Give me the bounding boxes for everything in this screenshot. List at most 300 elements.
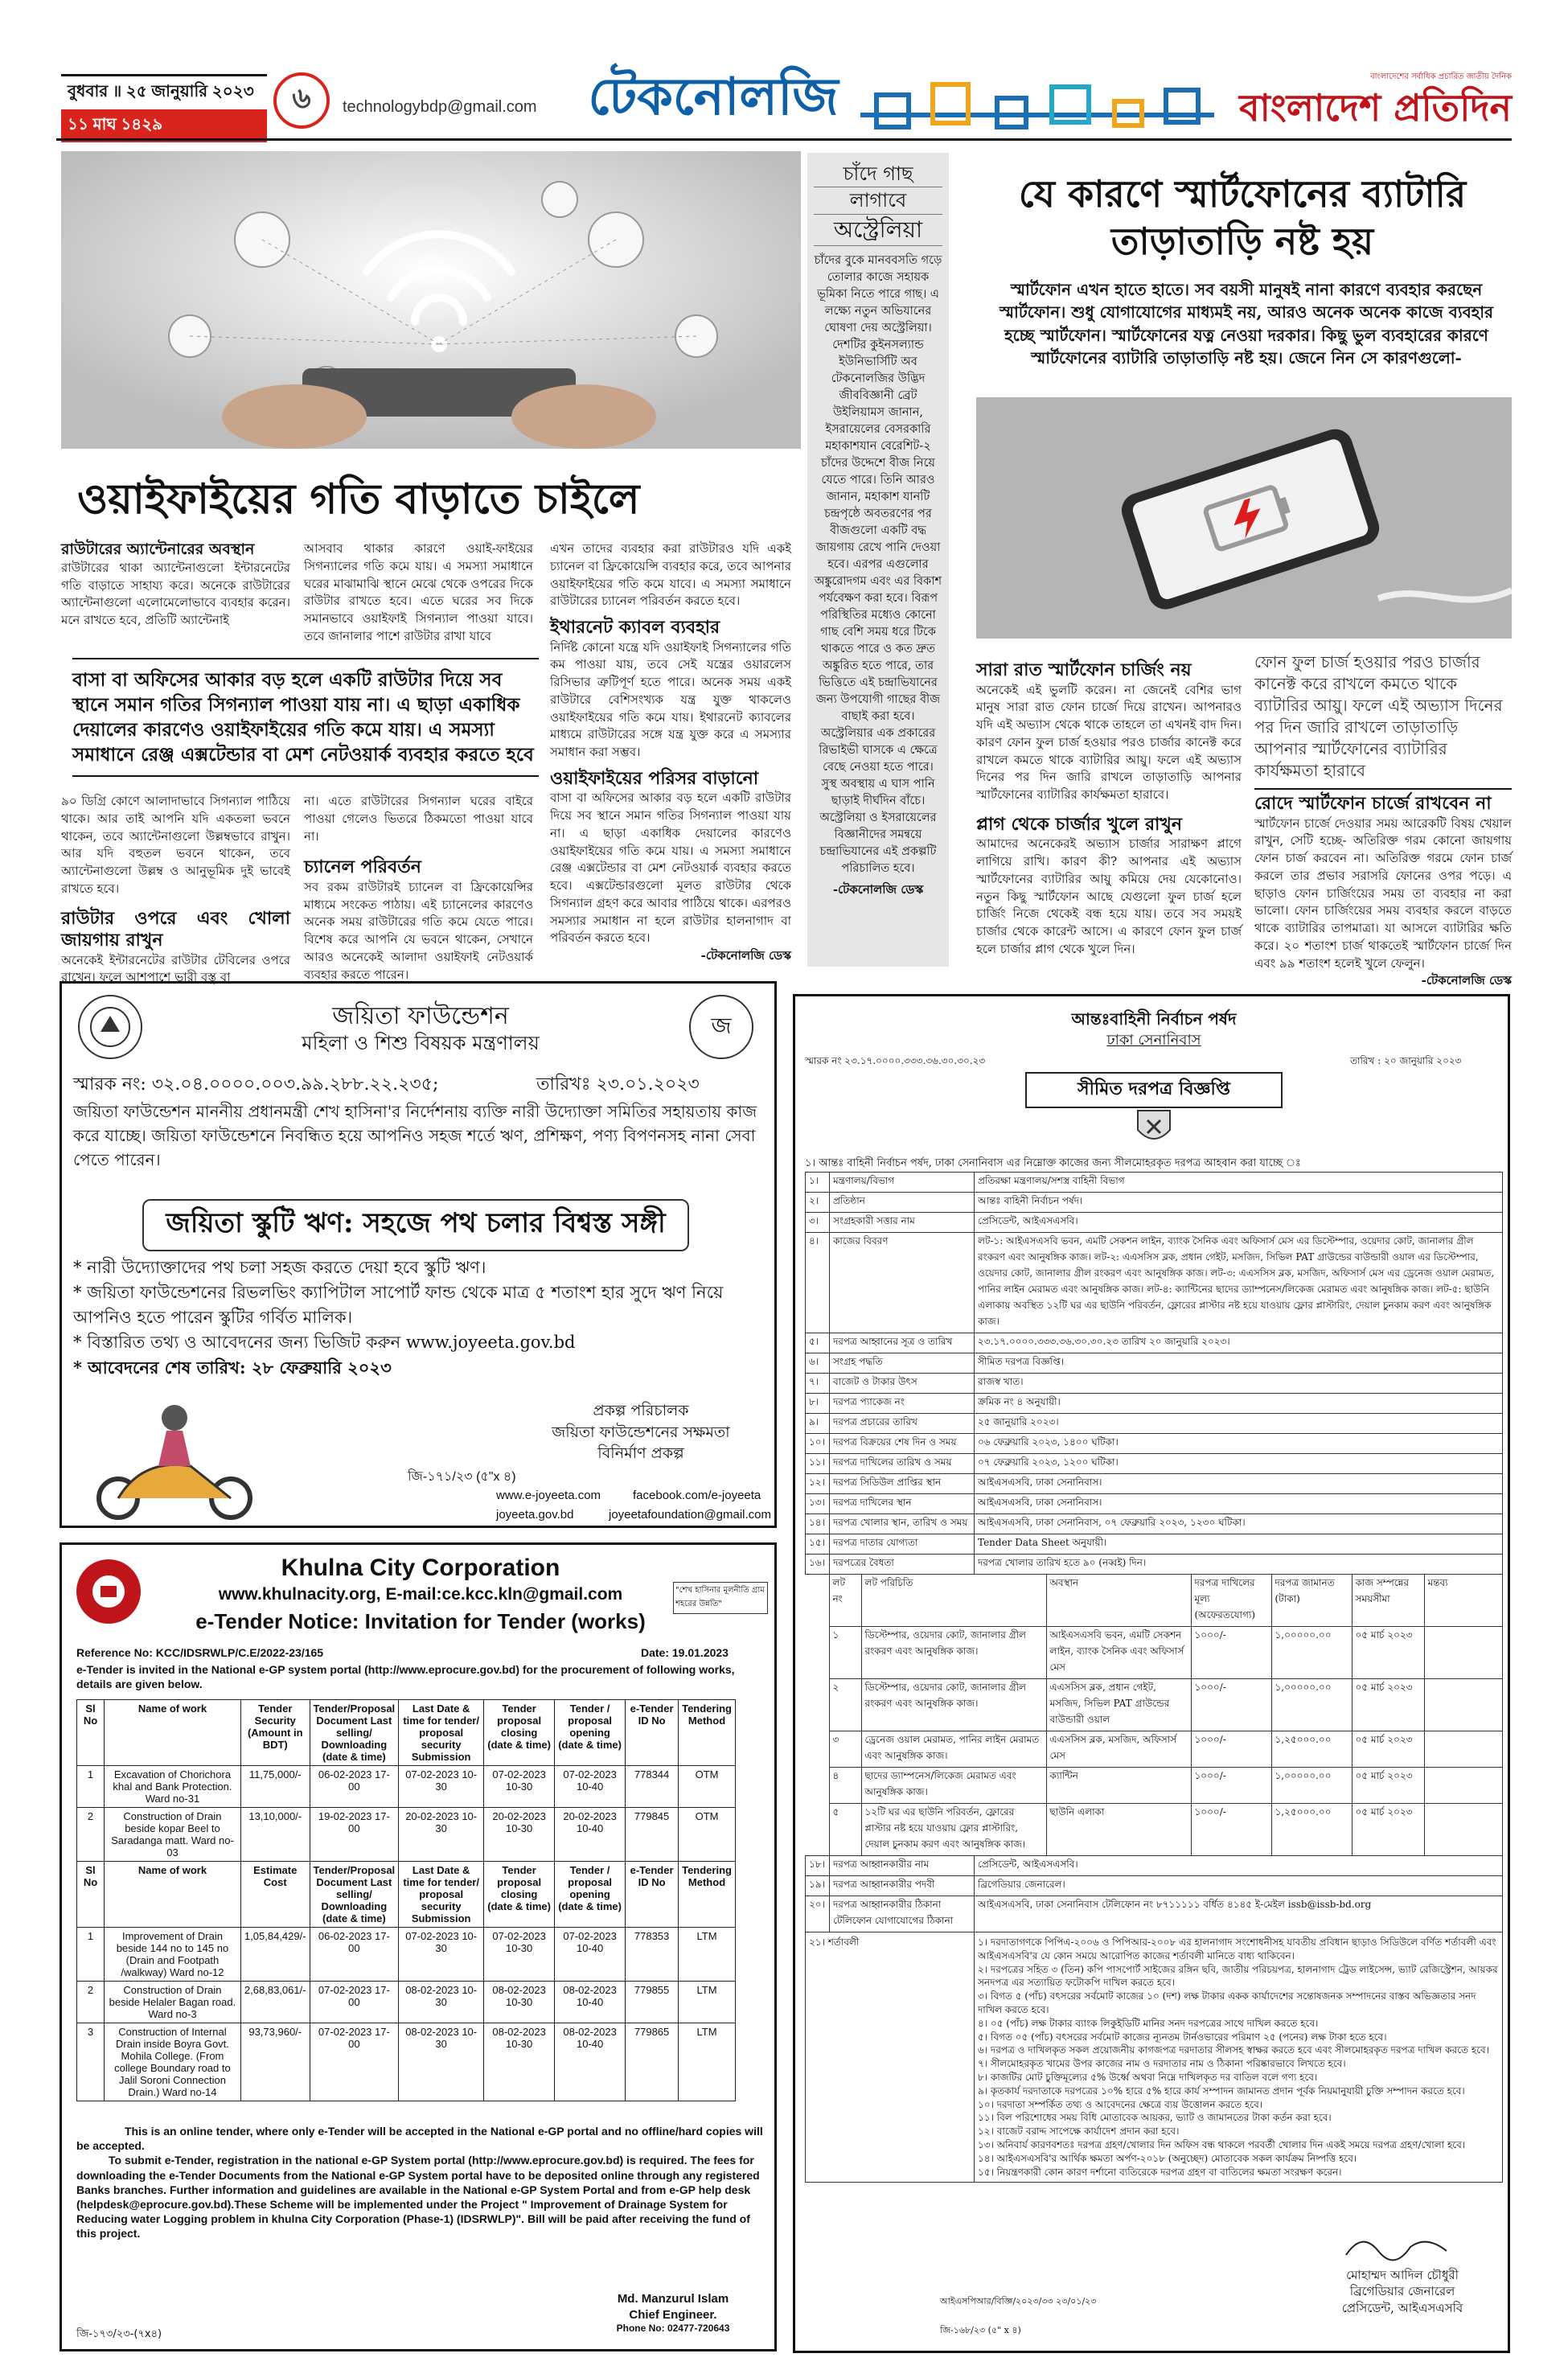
joyeeta-slogan: জয়িতা স্কুটি ঋণ: সহজে পথ চলার বিশ্বস্ত সঙ্গী [142,1199,689,1251]
table-cell: দরপত্র প্যাকেজ নং [830,1394,975,1414]
wifi-col2-text: আসবাব থাকার কারণে ওয়াই-ফাইয়ের সিগন্যালের গতি কমে যায়। এ সমস্যা সমাধানে ঘরের মাঝামাঝি স্থানে মেঝে থেকে ওপরের দিকে রাউটার রাখতে হবে। এতে ঘরের সব দিকে সমানভাবে ওয়াইফাই সিগন্যাল পাওয়া যাবে। তবে জানালার পাশে রাউটার রাখা যাবে [304,541,533,643]
issb-term-item: ৯। কৃতকার্য দরদাতাকে দরপত্রের ১০% হারে ৫% হারে কার্য সম্পাদন জামানত প্রদান পূর্বক নিয়মানুযায়ী চুক্তি সম্পাদন করতে হবে। [978,2084,1465,2097]
table-cell: LTM [679,2023,736,2101]
table-row [806,1374,1503,1394]
table-cell: ০৫ মার্চ ২০২৩ [1352,1768,1424,1804]
joyeeta-ad [60,981,777,1528]
table-row [806,1454,1503,1474]
wifi-col1b-text: ৯০ ডিগ্রি কোণে আলাদাভাবে সিগন্যাল পাঠিয়ে থাকে। আর তাই আপনি যদি একতলা ভবনে থাকেন, তবে অ্যান্টেনাগুলো উল্লম্বভাবে রাখুন। আর যদি বহুতল ভবনে থাকেন, তবে অ্যান্টেনাগুলো উল্লম্ব ও আনুভূমিক দুই ভাবেই রাখতে হবে। [61,794,290,896]
joyeeta-web-link[interactable]: www.e-joyeeta.com [496,1489,601,1502]
moon-body: চাঁদের বুকে মানববসতি গড়ে তোলার কাজে সহায়ক ভূমিকা নিতে পারে গাছ। এ লক্ষ্যে নতুন অভিযানের ঘোষণা দেয় অস্ট্রেলিয়া। দেশটির কুইনসল্যান্ড ইউনিভার্সিটি অব টেকনোলজির উদ্ভিদ জীববিজ্ঞানী ব্রেট উইলিয়ামস জানান, ইসরায়েলের বেসরকারি মহাকাশযান বেরেশিট-২ চাঁদের উদ্দেশে বীজ নিয়ে যেতে পারে। তিনি আরও জানান, মহাকাশ যানটি চন্দ্রপৃষ্ঠে অবতরণের পর বীজগুলো একটি বদ্ধ জায়গায় রেখে পানি দেওয়া হবে। এরপর এগুলোর অঙ্কুরোদগম এবং এর বিকাশ পর্যবেক্ষণ করা হবে। বিরূপ পরিস্থিতির মধ্যেও কোনো গাছ বেশি সময় ধরে টিকে থাকতে পারে ও কত দ্রুত অঙ্কুরিত হতে পারে, তার ভিত্তিতে এই চন্দ্রাভিযানের জন্য উপযোগী গাছের বীজ বাছাই করা হবে। অস্ট্রেলিয়ার এক প্রকারের রিভাইভী ঘাসকে এ ক্ষেত্রে বেছে নেওয়া হতে পারে। সুস্থ অবস্থায় এ ঘাস পানি ছাড়াই দীর্ঘদিন বাঁচে। অস্ট্রেলিয়া ও ইসরায়েলের বিজ্ঞানীদের সমন্বয়ে চন্দ্রাভিযানের এই প্রকল্পটি পরিচালিত হবে। [814,253,942,876]
kcc-col-header: Sl No [77,1700,105,1766]
table-cell: Tender Data Sheet অনুযায়ী। [975,1534,1503,1555]
table-cell: ছাউনি এলাকা [1046,1804,1191,1856]
table-row [806,1173,1503,1193]
issb-term-item: ১০। দরদাতা সম্পর্কিত তথ্য ও আবেদনের ক্ষেত্রে ব্যয় উত্তোলন করতে হবে। [978,2098,1263,2110]
table-cell: 93,73,960/- [240,2023,310,2101]
issb-designation: প্রেসিডেন্ট, আইএসএসবি [1341,2300,1463,2315]
table-cell: প্রতিষ্ঠান [830,1193,975,1213]
issb-date: তারিখ : ২০ জানুয়ারি ২০২৩ [1350,1055,1462,1066]
table-cell: Construction of Drain beside kopar Beel to Saradanga matt. Ward no-03 [104,1808,240,1862]
issb-place: ঢাকা সেনানিবাস [1106,1032,1201,1049]
table-cell: আন্তঃ বাহিনী নির্বাচন পর্ষদ। [975,1193,1503,1213]
kcc-col-header: Tender proposal closing (date & time) [484,1862,555,1928]
table-cell: রাজস্ব খাত। [975,1374,1503,1394]
date-line-weekday: বুধবার ॥ ২৫ জানুয়ারি ২০২৩ [61,74,267,109]
battery-text3: স্মার্টফোন চার্জে দেওয়ার সময় আরেকটি বিষয় খেয়াল রাখুন, সেটি হচ্ছে- অতিরিক্ত গরম কোনো জায়গায় ফোন চার্জ করবেন না। অতিরিক্ত গরমে ফোন চার্জ করলে তার প্রভাব সরাসরি ফোনের ওপর পড়ে। এ ছাড়াও ফোন চার্জিংয়ের সময় তা ব্যবহার না করা ভালো। ফোন চার্জিংয়ের সময় ব্যবহার করলে বাড়তে থাকে ব্যাটারির তাপমাত্রা। যা আসলে ব্যাটারির ক্ষতি করে। ২০ শতাংশ চার্জ থাকতেই স্মার্টফোন চার্জে দিন এবং ৯৯ শতাংশ হলেই খুলে ফেলুন। [1254,815,1512,971]
table-cell: ৪। [806,1233,830,1333]
table-cell: ক্রমিক নং ৪ অনুযায়ী। [975,1394,1503,1414]
table-cell: ০৬ ফেব্রুয়ারি ২০২৩, ১৪০০ ঘটিকা। [975,1434,1503,1454]
table-cell: 07-02-2023 10-30 [484,1928,555,1982]
issb-term-item: ৩। বিগত ৫ (পাঁচ) বৎসরের সর্বমোট কাজের ১০ (দশ) লক্ষ টাকার একক কার্যাদেশের সন্তোষজনক সম্পাদনের বাস্তব অভিজ্ঞতার সনদ দাখিল করতে হবে। [978,1990,1476,2015]
table-row [806,1233,1503,1333]
table-cell: 778344 [626,1766,679,1808]
table-cell: ১৬। [806,1555,830,1575]
lot-col-header: মন্তব্য [1424,1575,1503,1627]
battery-headline [973,170,1512,265]
table-cell: 07-02-2023 17-00 [310,1982,399,2023]
issb-term-item: ৪। ০৫ (পাঁচ) লক্ষ টাকার ব্যাংক লিকুইডিটি মানির সনদ দরপত্রের সাথে দাখিল করতে হবে। [978,2017,1319,2029]
table-row [805,1627,1503,1679]
table-cell [1424,1627,1503,1679]
table-row [806,1534,1503,1555]
table-cell: কাজের বিবরণ [830,1233,975,1333]
paper-logo: বাংলাদেশ প্রতিদিন [1238,86,1512,129]
joyeeta-code: জি-১৭১/২৩ (৫"x ৪) [408,1470,516,1484]
joyeeta-bullet: * নারী উদ্যোক্তাদের পথ চলা সহজ করতে দেয়া হবে স্কুটি ঋণ। [73,1258,486,1277]
table-row [806,1555,1503,1575]
table-cell [1424,1731,1503,1768]
table-row [806,1414,1503,1434]
table-cell: সংগ্রহকারী সত্তার নাম [830,1213,975,1233]
table-cell: 08-02-2023 10-30 [484,2023,555,2101]
section-email[interactable]: technologybdp@gmail.com [343,98,537,116]
kcc-col-header: Sl No [77,1862,105,1928]
kcc-slogan: "শেখ হাসিনার মূলনীতি গ্রাম শহরের উন্নতি" [673,1582,768,1614]
table-cell: সংগ্রহ পদ্ধতি [830,1353,975,1374]
battery-pull-quote: ফোন ফুল চার্জ হওয়ার পরও চার্জার কানেক্ট করে রাখলে কমতে থাকে ব্যাটারির আয়ু। ফলে এই অভ্যাস দিনের পর দিন জারি রাখলে তাড়াতাড়ি আপনার স্মার্টফোনের ব্যাটারির কার্যক্ষমতা হারাবে [1254,651,1512,790]
table-cell: প্রেসিডেন্ট, আইএসএসবি। [975,1213,1503,1233]
paper-tagline: বাংলাদেশের সর্বাধিক প্রচারিত জাতীয় দৈনিক [1370,72,1512,81]
table-cell: ১,০০০০০.০০ [1271,1768,1352,1804]
table-cell: ব্রিগেডিয়ার জেনারেল। [975,1876,1503,1896]
table-cell: 11,75,000/- [240,1766,310,1808]
table-cell: 20-02-2023 10-30 [399,1808,484,1862]
table-cell: ক্যান্টিন [1046,1768,1191,1804]
kcc-note2: To submit e-Tender, registration in the national e-GP System portal (http://www.eprocure.gov.bd) is required. The fees for downloading the e-Tender Documents from the National e-GP System portal have to be deposited online through any registered Banks branches. Further information and guidelines are available in the National e-GP System Portal and from e-GP help desk (helpdesk@eprocure.gov.bd).These Scheme will be implemented under the Project " Improvement of Drainage System for Reducing water Logging problem in khulna City Corporation (Phase-1) (IDSRWLP)". Bill will be paid after receiving the fund of this project. [76,2154,760,2241]
table-cell: ০৫ মার্চ ২০২৩ [1352,1804,1424,1856]
issb-lot-header-row [805,1575,1503,1627]
table-cell: ১০০০/- [1191,1731,1271,1768]
wifi-icon [61,151,801,449]
kcc-col-header: e-Tender ID No [626,1862,679,1928]
table-cell: ২৩.১৭.০০০০.৩৩৩.৩৬.৩০.৩০.২৩ তারিখ ২০ জানুয়ারি ২০২৩। [975,1333,1503,1353]
table-cell: Construction of Drain beside Helaler Bagan road. Ward no-3 [104,1982,240,2023]
issb-bottom-code1: আইএসপিআর/বিজ্ঞি/২০২৩/৩৩ ২৩/০১/২৩ [940,2296,1097,2306]
phone-illustration [976,397,1512,639]
kcc-col-header: Tender/Proposal Document Last selling/ Downloading (date & time) [310,1862,399,1928]
issb-intro: ১। আন্তঃ বাহিনী নির্বাচন পর্ষদ, ঢাকা সেনানিবাস এর নিম্নোক্ত কাজের জন্য সীলমোহরকৃত দরপত্র আহবান করা যাচ্ছে ঃ [805,1157,1301,1169]
issb-tender-ad [793,994,1510,2353]
table-cell: 07-02-2023 10-40 [555,1766,626,1808]
wifi-col2b [304,793,533,984]
kcc-header-row [77,1700,736,1766]
table-cell: 1,05,84,429/- [240,1928,310,1982]
table-cell: 779865 [626,2023,679,2101]
table-cell: ৫। [806,1333,830,1353]
table-cell: প্রেসিডেন্ট, আইএসএসবি। [975,1856,1503,1876]
table-cell: ১২টি ঘর এর ছাউনি পরিবর্তন, ফ্লোরের প্লাস্টার নষ্ট হয়ে যাওয়ায় ফ্লোর প্লাস্টারিং, দেয়াল চুনকাম করণ এবং আনুষঙ্গিক কাজ। [861,1804,1046,1856]
wifi-col1-text: রাউটারের থাকা অ্যান্টেনাগুলো ইন্টারনেটের গতি বাড়াতে সাহায্য করে। অনেকে রাউটারের অ্যান্টেনাগুলো এলোমেলোভাবে ব্যবহার করেন। মনে রাখতে হবে, প্রতিটি অ্যান্টেনাই [61,560,290,627]
table-row [77,1928,736,1982]
issb-term-item: ৬। দরপত্র ও দাখিলকৃত সকল প্রয়োজনীয় কাগজপত্র দরদাতার সীলসহ স্বাক্ষর করতে হবে এবং সীলমোহরকৃত দরপত্র দাখিল করতে হবে। [978,2044,1489,2056]
issb-term-item: ১৪। আইএসএসবি'র আর্থিক ক্ষমতা অর্পণ-২০১৮ (অনুচ্ছেদ) মোতাবেক সকল কার্যক্রম নিষ্পত্তি হবে। [978,2152,1357,2164]
table-row [806,1434,1503,1454]
table-cell: 08-02-2023 10-40 [555,1982,626,2023]
table-cell [805,1679,829,1731]
masthead-rule [56,138,1512,141]
table-cell: এএসসিস ব্লক, মসজিদ, অফিসার্স মেস [1046,1731,1191,1768]
kcc-col-header: Tendering Method [679,1700,736,1766]
wifi-col2 [304,540,533,646]
wifi-sub-channel: চ্যানেল পরিবর্তন [304,856,421,878]
issb-info-table-b [805,1855,1503,1932]
moon-credit: -টেকনোলজি ডেস্ক [832,882,924,897]
table-cell: আইএসএসবি, ঢাকা সেনানিবাস, ০৭ ফেব্রুয়ারি ২০২৩, ১২৩০ ঘটিকা। [975,1514,1503,1534]
kcc-signature [577,2291,770,2335]
wifi-col3c-text: বাসা বা অফিসের আকার বড় হলে একটি রাউটার দিয়ে সব স্থানে সমান গতির সিগন্যাল পাওয়া যায় না। এ ছাড়া একাধিক দেয়ালের কারণেও ওয়াইফাইয়ের গতি কমে যায়। এ সমস্যা সমাধানে রেঞ্জ এক্সটেন্ডার বা মেশ নেটওয়ার্ক ব্যবহার করতে হবে। এক্সটেন্ডারগুলো মূলত রাউটার থেকে সিগন্যাল গ্রহণ করে আবার পাঠিয়ে থাকে। এরপরও সমস্যার সমাধান না হলে রাউটার হালনাগাদ বা পরিবর্তন করতে হবে। [550,791,791,946]
table-cell: ১,২৫০০০.০০ [1271,1731,1352,1768]
table-row [805,1768,1503,1804]
table-cell: Improvement of Drain beside 144 no to 145 no (Drain and Footpath /walkway) Ward no-12 [104,1928,240,1982]
joyeeta-email-link[interactable]: joyeetafoundation@gmail.com [609,1508,772,1522]
wifi-col1 [61,540,290,630]
table-cell: আইএসএসবি ভবন, এমটি সেকশন লাইন, ব্যাংক সৈনিক এবং অফিসার্স মেস [1046,1627,1191,1679]
joyeeta-sign2: জয়িতা ফাউন্ডেশনের সক্ষমতা [552,1423,730,1441]
table-cell: 07-02-2023 10-40 [555,1928,626,1982]
table-cell: 20-02-2023 10-40 [555,1808,626,1862]
table-cell: ডিস্টেম্পার, ওয়েদার কোট, জানালার গ্রীল রংকরণ এবং আনুষঙ্গিক কাজ। [861,1627,1046,1679]
issb-terms-list [975,1932,1502,2182]
kcc-note1: This is an online tender, where only e-Tender will be accepted in the National e-GP portal and no offline/hard copies will be accepted. [76,2125,763,2153]
battery-col2 [1254,793,1512,990]
table-cell: 08-02-2023 10-30 [484,1982,555,2023]
table-cell: ১২। [806,1474,830,1494]
kcc-col-header: Tendering Method [679,1862,736,1928]
table-cell: দরপত্র আহ্বানকারীর পদবী [830,1876,975,1896]
table-cell: দরপত্র খোলার তারিখ হতে ৯০ (নব্বই) দিন। [975,1555,1503,1575]
kcc-phone: Phone No: 02477-720643 [616,2323,730,2334]
table-cell [805,1731,829,1768]
wifi-col2c-text: সব রকম রাউটারই চ্যানেল বা ফ্রিকোয়েন্সির মাধ্যমে সংকেত পাঠায়। এই চ্যানেলের কারণেও অনেক সময় রাউটারের গতি কমে যেতে পারে। বিশেষ করে আপনি যে ভবনে থাকেন, সেখানে আরও অনেকেই আলাদা ওয়াইফাই নেটওয়ার্ক ব্যবহার করতে পারেন। [304,879,533,982]
battery-sub3: রোদে স্মার্টফোন চার্জে রাখবেন না [1254,793,1492,814]
wifi-sub-router-top: রাউটার ওপরে এবং খোলা জায়গায় রাখুন [61,907,290,951]
table-cell: ১,০০০০০.০০ [1271,1679,1352,1731]
kcc-col-header: Estimate Cost [240,1862,310,1928]
issb-table-wrap [805,1172,1503,2183]
table-cell: 19-02-2023 17-00 [310,1808,399,1862]
table-cell: ১৫। [806,1534,830,1555]
issb-term-item: ২। দরপত্রের সহিত ৩ (তিন) কপি পাসপোর্ট সাইজের রঙ্গিন ছবি, জাতীয় পরিচয়পত্র, হালনাগাদ ট্রেড লাইসেন্স, ভ্যাট রেজিস্ট্রেশন, আয়কর সনদপত্র এর সত্যায়িত ফটোকপি দাখিল করতে হবে। [978,1963,1498,1989]
kcc-tender-ad [60,1542,777,2351]
issb-term-item: ১১। বিল পরিশোধের সময় বিধি মোতাবেক আয়কর, ভ্যাট ও জামানতের টাকা কর্তন করা হবে। [978,2112,1332,2124]
kcc-header-row [77,1862,736,1928]
table-cell: দরপত্র দাতার যোগ্যতা [830,1534,975,1555]
table-cell: ১,২৫০০০.০০ [1271,1804,1352,1856]
lot-col-header: অবস্থান [1046,1575,1191,1627]
issb-signature [1310,2267,1495,2316]
table-cell: ১। [806,1173,830,1193]
table-cell: 3 [77,2023,105,2101]
battery-col1 [976,659,1242,959]
kcc-ref: Reference No: KCC/IDSRWLP/C.E/2022-23/165 [76,1646,324,1659]
kcc-web: www.khulnacity.org, E-mail:ce.kcc.kln@gmail.com [218,1585,623,1604]
issb-terms-label: ২১। শর্তাবলী [806,1932,975,2182]
table-cell: 07-02-2023 10-30 [399,1928,484,1982]
wifi-headline: ওয়াইফাইয়ের গতি বাড়াতে চাইলে [77,474,640,524]
issb-term-item: ১৩। অনিবার্য কারণবশতঃ দরপত্র গ্রহণ/খোলার দিন অফিস বন্ধ থাকলে পরবর্তী খোলার দিন একই সময়ে দরপত্র গ্রহণ/খোলা হবে। [978,2138,1466,2150]
issb-org: আন্তঃবাহিনী নির্বাচন পর্ষদ [1071,1009,1237,1029]
scooter-rider-icon [78,1386,271,1522]
joyeeta-date: তারিখঃ ২৩.০১.২০২৩ [536,1074,700,1095]
kcc-col-header: Tender Security (Amount in BDT) [240,1700,310,1766]
battery-credit: -টেকনোলজি ডেস্ক [1421,973,1512,988]
joyeeta-bullets [73,1255,765,1380]
table-row [806,1876,1503,1896]
table-row [806,1856,1503,1876]
issb-lot-table [805,1574,1503,1856]
table-cell: 13,10,000/- [240,1808,310,1862]
issb-term-item: ১। দরদাতাগণকে পিপিএ-২০০৬ ও পিপিআর-২০০৮ এর হালনাগাদ সংশোধনীসহ যাবতীয় প্রবিধান ছাড়াও সিডিউলে বর্ণিত শর্তাবলী এবং আইএসএসবি'র যে কোন সময়ে আরোপিত কাজের শর্তাবলী মানিতে বাধ্য থাকিবেন। [978,1937,1496,1961]
issb-signer: মোহাম্মদ আদিল চৌধুরী [1346,2268,1459,2282]
moon-title-line: অস্ট্রেলিয়া [814,215,942,246]
table-cell: দরপত্র দাখিলের তারিখ ও সময় [830,1454,975,1474]
wifi-credit: -টেকনোলজি ডেস্ক [700,948,791,963]
battery-headline-line2: তাড়াতাড়ি নষ্ট হয় [1110,219,1374,263]
table-cell: ছাদের ড্যাম্পনেস/লিকেজ মেরামত এবং আনুষঙ্গিক কাজ। [861,1768,1046,1804]
joyeeta-signature [512,1400,770,1464]
table-cell: ০৫ মার্চ ২০২৩ [1352,1627,1424,1679]
table-cell: ২। [806,1193,830,1213]
battery-headline-line1: যে কারণে স্মার্টফোনের ব্যাটারি [1018,172,1467,216]
lot-col-header: কাজ সম্পন্নের সময়সীমা [1352,1575,1424,1627]
table-cell: ২৫ জানুয়ারি ২০২৩। [975,1414,1503,1434]
kcc-intro: e-Tender is invited in the National e-GP system portal (http://www.eprocure.gov.bd) for the procurement of following works, details are given below. [76,1663,735,1691]
issb-info-table [805,1172,1503,1575]
kcc-table-wrap [76,1699,768,2101]
issb-terms [805,1932,1503,2183]
table-row [77,1808,736,1862]
joyeeta-org: জয়িতা ফাউন্ডেশন [332,1002,509,1030]
table-row [806,1213,1503,1233]
battery-sub2: প্লাগ থেকে চার্জার খুলে রাখুন [976,813,1183,835]
table-cell: ১৮। [806,1856,830,1876]
decorative-bars-icon [860,80,1214,137]
joyeeta-logo-icon: জ [689,995,753,1059]
kcc-col-header: e-Tender ID No [626,1700,679,1766]
issb-crest-icon [1130,1103,1178,1151]
wifi-col1b [61,793,290,987]
kcc-tender-table [76,1699,736,2101]
table-cell: আইএসএসবি, ঢাকা সেনানিবাস। [975,1474,1503,1494]
table-cell: LTM [679,1982,736,2023]
joyeeta-memo: স্মারক নং: ৩২.০৪.০০০০.০০৩.৯৯.২৮৮.২২.২৩৫; [73,1074,439,1095]
table-cell: ০৫ মার্চ ২০২৩ [1352,1731,1424,1768]
kcc-signer: Md. Manzurul Islam [617,2292,729,2306]
table-cell: ৩। [806,1213,830,1233]
kcc-col-header: Tender/Proposal Document Last selling/ Downloading (date & time) [310,1700,399,1766]
low-battery-phone-icon [976,397,1512,639]
kcc-title: Khulna City Corporation [281,1555,560,1581]
table-cell: ১৪। [806,1514,830,1534]
table-cell [1424,1804,1503,1856]
table-cell: দরপত্র আহ্বানকারীর ঠিকানা টেলিফোন যোগাযোগের ঠিকানা [830,1896,975,1932]
kcc-col-header: Tender / proposal opening (date & time) [555,1700,626,1766]
table-cell: দরপত্র খোলার স্থান, তারিখ ও সময় [830,1514,975,1534]
table-cell: ৩ [829,1731,861,1768]
table-row [806,1353,1503,1374]
kcc-date: Date: 19.01.2023 [641,1646,729,1659]
issb-rank: ব্রিগেডিয়ার জেনারেল [1349,2284,1455,2299]
table-cell: 20-02-2023 10-30 [484,1808,555,1862]
table-cell: ০৭ ফেব্রুয়ারি ২০২৩, ১২০০ ঘটিকা। [975,1454,1503,1474]
table-cell: 779855 [626,1982,679,2023]
table-cell: আইএসএসবি, ঢাকা সেনানিবাস। [975,1494,1503,1514]
table-row [806,1333,1503,1353]
table-cell [1424,1679,1503,1731]
table-cell: এএসসিস ব্লক, প্রধান গেইট, মসজিদ, সিভিল PAT গ্রাউন্ডের বাউন্ডারী ওয়াল [1046,1679,1191,1731]
table-row [806,1514,1503,1534]
table-cell [1424,1768,1503,1804]
kcc-code: জি-১৭৩/২৩-(৭x৪) [76,2328,162,2340]
table-cell: 06-02-2023 17-00 [310,1766,399,1808]
kcc-designation: Chief Engineer. [629,2307,717,2322]
wifi-col3b-text: নির্দিষ্ট কোনো যন্ত্রে যদি ওয়াইফাই সিগন্যালের গতি কম পাওয়া যায়, তবে সেই যন্ত্রের ওয়ারলেস রিসিভার ত্রুটিপূর্ণ হতে পারে। অনেক সময় একই রাউটারে বেশিসংখ্যক যন্ত্র যুক্ত থাকলেও ওয়াইফাইয়ের গতি কমে যায়। ইথারনেট ক্যাবলের মাধ্যমে রাউটারের সঙ্গে যন্ত্র যুক্ত করে এ সমস্যার সমাধান করা সম্ভব। [550,639,791,759]
table-row [806,1474,1503,1494]
table-cell: ১০০০/- [1191,1679,1271,1731]
date-box [61,74,267,142]
wifi-col3-text: এখন তাদের ব্যবহার করা রাউটারও যদি একই চ্যানেল বা ফ্রিকোয়েন্সি ব্যবহার করে, তবে আপনার ওয়াইফাইয়ের গতি কমে যাবে। এ সমস্যা সমাধানে রাউটারের চ্যানেল পরিবর্তন করতে হবে। [550,541,791,609]
table-cell: ১০০০/- [1191,1768,1271,1804]
table-cell: ড্রেনেজ ওয়াল মেরামত, পানির লাইন মেরামত এবং আনুষঙ্গিক কাজ। [861,1731,1046,1768]
issb-term-item: ৭। সীলমোহরকৃত খামের উপর কাজের নাম ও দরদাতার নাম ও ঠিকানা পরিষ্কারভাবে লিখতে হবে। [978,2058,1346,2070]
table-cell: ৬। [806,1353,830,1374]
table-cell [805,1804,829,1856]
issb-term-item: ৮। কাজটির মোট চুক্তিমূল্যের ৫% উর্ধ্বে অথবা নিম্নে দাখিলকৃত দর বাতিল বলে গণ্য হবে। [978,2071,1318,2083]
table-cell [805,1768,829,1804]
table-cell: ২ [829,1679,861,1731]
kcc-col-header: Name of work [104,1700,240,1766]
table-cell: আইএসএসবি, ঢাকা সেনানিবাস টেলিফোন নং ৮৭১১১১১ বর্ধিত ৪১৪৫ ই-মেইল issb@issb-bd.org [975,1896,1503,1932]
lot-col-header: লট পরিচিতি [861,1575,1046,1627]
table-cell: 1 [77,1766,105,1808]
wifi-pull-quote: বাসা বা অফিসের আকার বড় হলে একটি রাউটার দিয়ে সব স্থানে সমান গতির সিগন্যাল পাওয়া যায় না। এ ছাড়া একাধিক দেয়ালের কারণেও ওয়াইফাইয়ের গতি কমে যায়। এ সমস্যা সমাধানে রেঞ্জ এক্সটেন্ডার বা মেশ নেটওয়ার্ক ব্যবহার করতে হবে [72,658,539,777]
table-cell: 2 [77,1808,105,1862]
table-cell: 1 [77,1928,105,1982]
wifi-sub-range: ওয়াইফাইয়ের পরিসর বাড়ানো [550,767,759,789]
table-cell: 2 [77,1982,105,2023]
table-cell: দরপত্র আহ্বানকারীর নাম [830,1856,975,1876]
lot-col-header: লট নং [829,1575,861,1627]
table-cell: দরপত্র সিডিউল প্রাপ্তির স্থান [830,1474,975,1494]
table-cell: ১৩। [806,1494,830,1514]
joyeeta-facebook-link[interactable]: facebook.com/e-joyeeta [633,1489,761,1502]
signature-icon [1342,2227,1455,2267]
table-cell: ১১। [806,1454,830,1474]
kcc-col-header: Last Date & time for tender/ proposal security Submission [399,1700,484,1766]
kcc-notes [76,2124,768,2241]
joyeeta-sign1: প্রকল্প পরিচালক [593,1402,689,1419]
table-cell: দরপত্র প্রচারের তারিখ [830,1414,975,1434]
table-row [77,1982,736,2023]
table-cell: ৯। [806,1414,830,1434]
table-row [806,1896,1503,1932]
table-row [805,1804,1503,1856]
table-cell: প্রতিরক্ষা মন্ত্রণালয়/সশস্ত্র বাহিনী বিভাগ [975,1173,1503,1193]
table-cell: ৫ [829,1804,861,1856]
table-cell: ১০। [806,1434,830,1454]
table-row [806,1193,1503,1213]
table-cell: 08-02-2023 10-30 [399,1982,484,2023]
table-row [805,1731,1503,1768]
table-cell: ২০। [806,1896,830,1932]
moon-title-line: চাঁদে গাছ [814,161,942,187]
table-cell: LTM [679,1928,736,1982]
issb-term-item: ১২। বাজেট বরাদ্দ সাপেক্ষে কার্যাদেশ প্রদান করা হবে। [978,2126,1180,2138]
table-row [806,1494,1503,1514]
table-cell: 2,68,83,061/- [240,1982,310,2023]
wifi-col1c-text: অনেকেই ইন্টারনেটের রাউটার টেবিলের ওপরে রাখেন। ফলে আশপাশে ভারী বস্তু বা [61,952,290,985]
issb-bottom-code2: জি-১৬৮/২৩ (৫" x ৪) [940,2325,1021,2335]
table-cell: ১,০০০০০.০০ [1271,1627,1352,1679]
joyeeta-gov-link[interactable]: joyeeta.gov.bd [496,1508,574,1522]
joyeeta-sign3: বিনির্মাণ প্রকল্প [597,1444,684,1463]
kcc-col-header: Tender proposal closing (date & time) [484,1700,555,1766]
issb-title: সীমিত দরপত্র বিজ্ঞপ্তি [1025,1072,1283,1108]
table-cell: ১০০০/- [1191,1804,1271,1856]
table-row [77,2023,736,2101]
lot-col-header: দরপত্র দাখিলের মূল্য (অফেরতযোগ্য) [1191,1575,1271,1627]
moon-article [807,153,949,967]
joyeeta-bullet: * আবেদনের শেষ তারিখ: ২৮ ফেব্রুয়ারি ২০২৩ [73,1357,392,1378]
table-cell: দরপত্র আহ্বানের সূত্র ও তারিখ [830,1333,975,1353]
battery-sub1: সারা রাত স্মার্টফোন চার্জিং নয় [976,659,1192,680]
kcc-notice: e-Tender Notice: Invitation for Tender (works) [195,1609,646,1633]
wifi-col3 [550,540,791,965]
table-cell: 06-02-2023 17-00 [310,1928,399,1982]
joyeeta-ministry: মহিলা ও শিশু বিষয়ক মন্ত্রণালয় [302,1032,540,1054]
page-number: ৬ [273,72,330,129]
issb-term-item: ১৫। নিয়ন্ত্রণকারী কোন কারণ দর্শানো ব্যতিরেকে দরপত্র গ্রহণ বা বাতিলের ক্ষমতা সংরক্ষণ করেন। [978,2166,1342,2178]
wifi-sub-cable: ইথারনেট ক্যাবল ব্যবহার [550,617,720,638]
table-cell: 779845 [626,1808,679,1862]
moon-title-line: লাগাবে [814,187,942,214]
table-cell: 07-02-2023 10-30 [484,1766,555,1808]
table-cell: 07-02-2023 17-00 [310,2023,399,2101]
issb-term-item: ৫। বিগত ০৫ (পাঁচ) বৎসরের সর্বমোট কাজের ন্যূনতম টার্নওভারের পরিমাণ ২৫ (পনের) লক্ষ টাকা হতে হবে। [978,2031,1387,2043]
date-line-bangla: ১১ মাঘ ১৪২৯ [61,109,267,142]
table-row [77,1766,736,1808]
lot-col-header: দরপত্র জামানত (টাকা) [1271,1575,1352,1627]
joyeeta-bullet: * বিস্তারিত তথ্য ও আবেদনের জন্য ভিজিট করুন www.joyeeta.gov.bd [73,1333,576,1353]
joyeeta-bullet: * জয়িতা ফাউন্ডেশনের রিভলভিং ক্যাপিটাল সাপোর্ট ফান্ড থেকে মাত্র ৫ শতাংশ হার সুদে ঋণ নিয়ে আপনিও হতে পারেন স্কুটির গর্বিত মালিক। [73,1283,724,1328]
table-cell: Construction of Internal Drain inside Boyra Govt. Mohila College. (From college Boundary road to Jalil Soroni Connection Drain.) Ward no-14 [104,2023,240,2101]
table-cell: 08-02-2023 10-40 [555,2023,626,2101]
joyeeta-intro: জয়িতা ফাউন্ডেশন মাননীয় প্রধানমন্ত্রী শেখ হাসিনা'র নির্দেশনায় ব্যক্তি নারী উদ্যোক্তা সমিতির সহায়তায় কাজ করে যাচ্ছে। জয়িতা ফাউন্ডেশনে নিবন্ধিত হয়ে আপনিও সহজ শর্তে ঋণ, প্রশিক্ষণ, পণ্য বিপণনসহ নানা সেবা পেতে পারেন। [73,1102,757,1169]
table-cell: Excavation of Chorichora khal and Bank Protection. Ward no-31 [104,1766,240,1808]
table-cell: ৭। [806,1374,830,1394]
